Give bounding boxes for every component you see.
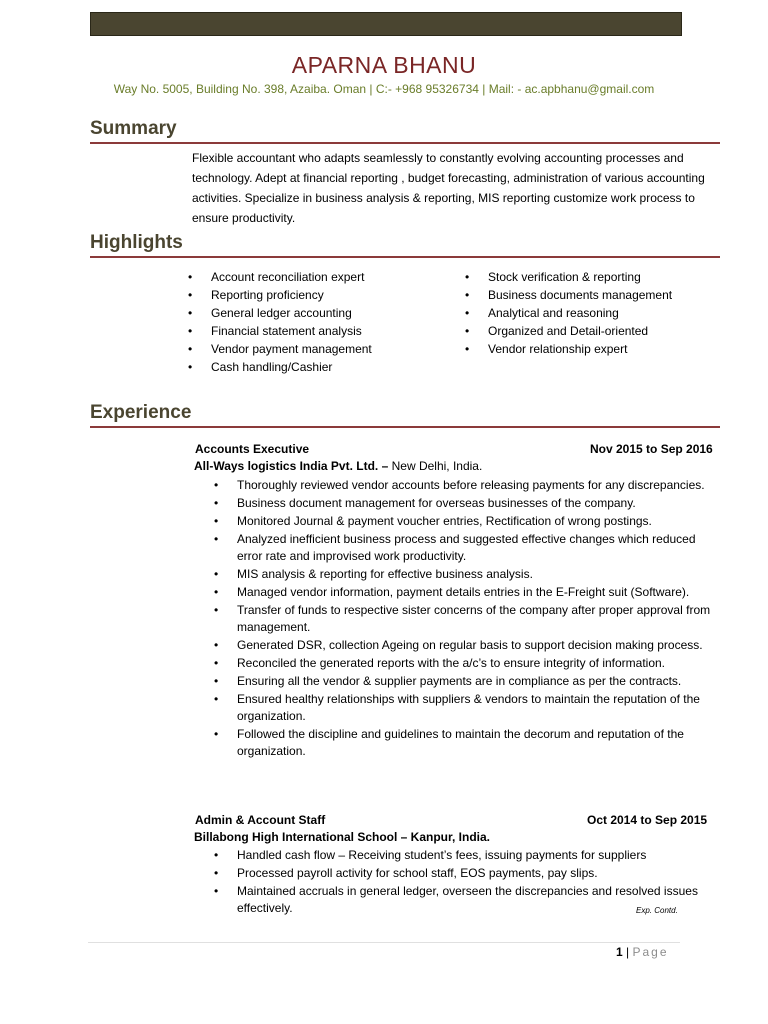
contact-line: Way No. 5005, Building No. 398, Azaiba. Oman | C:- +968 95326734 | Mail: - ac.apbhanu@gmail.com <box>113 82 655 96</box>
list-item: • Account reconciliation expert <box>188 268 448 286</box>
footer-divider <box>88 942 680 943</box>
list-item: • Managed vendor information, payment details entries in the E-Freight suit (Software). <box>214 584 724 601</box>
job-dates: Nov 2015 to Sep 2016 <box>590 442 713 456</box>
candidate-name: APARNA BHANU <box>291 52 477 78</box>
list-item: • Monitored Journal & payment voucher entries, Rectification of wrong postings. <box>214 513 724 530</box>
list-item: • Handled cash flow – Receiving student’s fees, issuing payments for suppliers <box>214 847 724 864</box>
page-word: Page <box>632 945 669 959</box>
summary-heading: Summary <box>90 118 177 139</box>
job-title: Accounts Executive <box>195 442 310 456</box>
list-item: • Ensured healthy relationships with suppliers & vendors to maintain the reputation of the organization. <box>214 691 724 725</box>
continued-note: Exp. Contd. <box>636 906 678 915</box>
list-item: • Generated DSR, collection Ageing on regular basis to support decision making process. <box>214 637 724 654</box>
summary-text: Flexible accountant who adapts seamlessly to constantly evolving accounting processes and technology. Adept at financial reporting , budget forecasting, administration of various accounting activities. Specialize in business analysis & reporting, MIS reporting customize work process to ensure productivity. <box>192 151 705 225</box>
list-item: • Transfer of funds to respective sister concerns of the company after proper approval from management. <box>214 602 724 636</box>
experience-heading: Experience <box>90 402 192 423</box>
header-bar <box>90 12 682 36</box>
highlights-list-left <box>188 268 448 376</box>
list-item: • Ensuring all the vendor & supplier payments are in compliance as per the contracts. <box>214 673 724 690</box>
list-item: • Analytical and reasoning <box>465 304 725 322</box>
job-company: Billabong High International School – Kanpur, India. <box>194 830 491 844</box>
job-company <box>194 459 482 473</box>
page-number-value: 1 <box>616 945 623 959</box>
list-item: • Vendor payment management <box>188 340 448 358</box>
highlights-heading: Highlights <box>90 232 183 253</box>
company-name: All-Ways logistics India Pvt. Ltd. – <box>194 459 389 473</box>
list-item: • Cash handling/Cashier <box>188 358 448 376</box>
summary-divider <box>90 142 720 144</box>
list-item: • Reconciled the generated reports with the a/c’s to ensure integrity of information. <box>214 655 724 672</box>
job-dates: Oct 2014 to Sep 2015 <box>587 813 708 827</box>
experience-divider <box>90 426 720 428</box>
page-separator: | <box>622 945 633 959</box>
list-item: • Organized and Detail-oriented <box>465 322 725 340</box>
job-title: Admin & Account Staff <box>195 813 326 827</box>
list-item: • Followed the discipline and guidelines to maintain the decorum and reputation of the organization. <box>214 726 724 760</box>
list-item: • Business document management for overseas businesses of the company. <box>214 495 724 512</box>
list-item: • Analyzed inefficient business process and suggested effective changes which reduced error rate and improvised work productivity. <box>214 531 724 565</box>
list-item: • Business documents management <box>465 286 725 304</box>
list-item: • Maintained accruals in general ledger, overseen the discrepancies and resolved issues effectively. <box>214 883 724 917</box>
list-item: • Processed payroll activity for school staff, EOS payments, pay slips. <box>214 865 724 882</box>
company-location: New Delhi, India. <box>388 459 483 473</box>
job-bullets <box>214 477 724 761</box>
list-item: • Vendor relationship expert <box>465 340 725 358</box>
list-item: • Thoroughly reviewed vendor accounts before releasing payments for any discrepancies. <box>214 477 724 494</box>
list-item: • MIS analysis & reporting for effective business analysis. <box>214 566 724 583</box>
list-item: • Financial statement analysis <box>188 322 448 340</box>
list-item: • General ledger accounting <box>188 304 448 322</box>
highlights-list-right <box>465 268 725 358</box>
list-item: • Stock verification & reporting <box>465 268 725 286</box>
page-number <box>616 945 669 959</box>
highlights-divider <box>90 256 720 258</box>
list-item: • Reporting proficiency <box>188 286 448 304</box>
